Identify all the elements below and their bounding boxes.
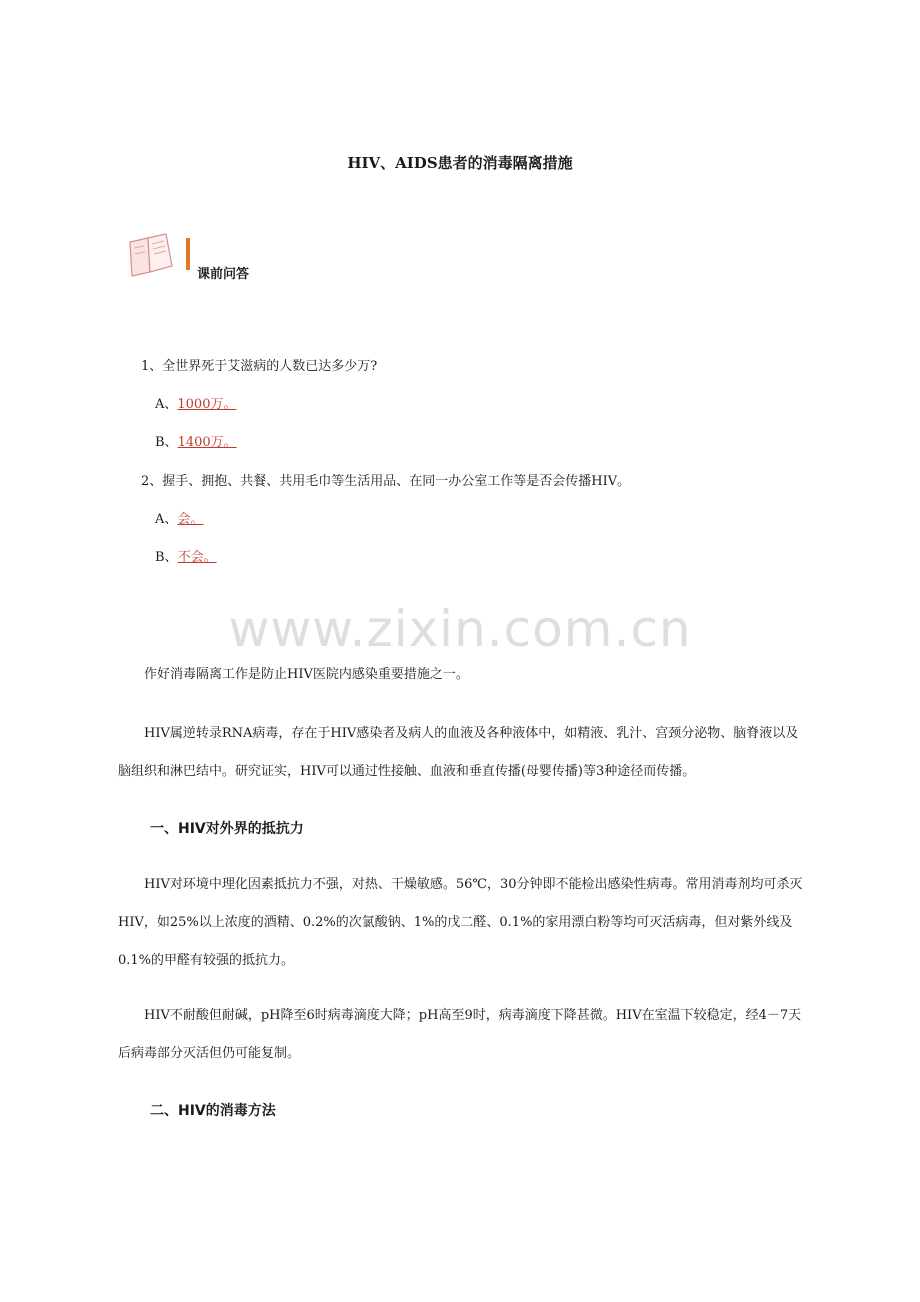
question-2-option-a [155,508,203,527]
option-prefix: A、 [155,397,178,412]
option-prefix: B、 [155,550,178,565]
book-icon [126,232,176,278]
question-2-option-b [155,546,217,565]
option-prefix: B、 [155,435,178,450]
question-1-option-b [155,431,237,450]
paragraph-ph: HIV不耐酸但耐碱，pH降至6时病毒滴度大降；pH高至9时，病毒滴度下降甚微。HIV在室温下较稳定，经4－7天后病毒部分灭活但仍可能复制。 [118,1008,802,1061]
option-answer: 1400万。 [177,435,237,450]
section-heading-2: 二、HIV的消毒方法 [150,1103,276,1119]
option-answer: 不会。 [177,550,217,565]
paragraph-intro: 作好消毒隔离工作是防止HIV医院内感染重要措施之一。 [144,667,469,682]
question-2: 2、握手、拥抱、共餐、共用毛巾等生活用品、在同一办公室工作等是否会传播HIV。 [141,474,631,489]
section-accent-bar [186,238,190,270]
paragraph-resistance: HIV对环境中理化因素抵抗力不强，对热、干燥敏感。56℃，30分钟即不能检出感染性病毒。常用消毒剂均可杀灭HIV，如25%以上浓度的酒精、0.2%的次氯酸钠、1%的戊二醛、0.1%的家用漂白粉等均可灭活病毒，但对紫外线及0.1%的甲醛有较强的抵抗力。 [118,877,803,968]
question-1: 1、全世界死于艾滋病的人数已达多少万? [141,359,378,374]
option-answer: 1000万。 [177,397,237,412]
section-heading-1: 一、HIV对外界的抵抗力 [150,821,304,837]
section-label: 课前问答 [197,267,250,282]
paragraph-hiv-description: HIV属逆转录RNA病毒，存在于HIV感染者及病人的血液及各种液体中，如精液、乳汁、宫颈分泌物、脑脊液以及脑组织和淋巴结中。研究证实，HIV可以通过性接触、血液和垂直传播(母婴传播)等3种途径而传播。 [118,726,799,779]
document-title: HIV、AIDS患者的消毒隔离措施 [347,154,573,172]
watermark: www.zixin.com.cn [228,600,692,658]
option-answer: 会。 [177,512,204,527]
option-prefix: A、 [155,512,178,527]
question-1-option-a [155,393,236,412]
